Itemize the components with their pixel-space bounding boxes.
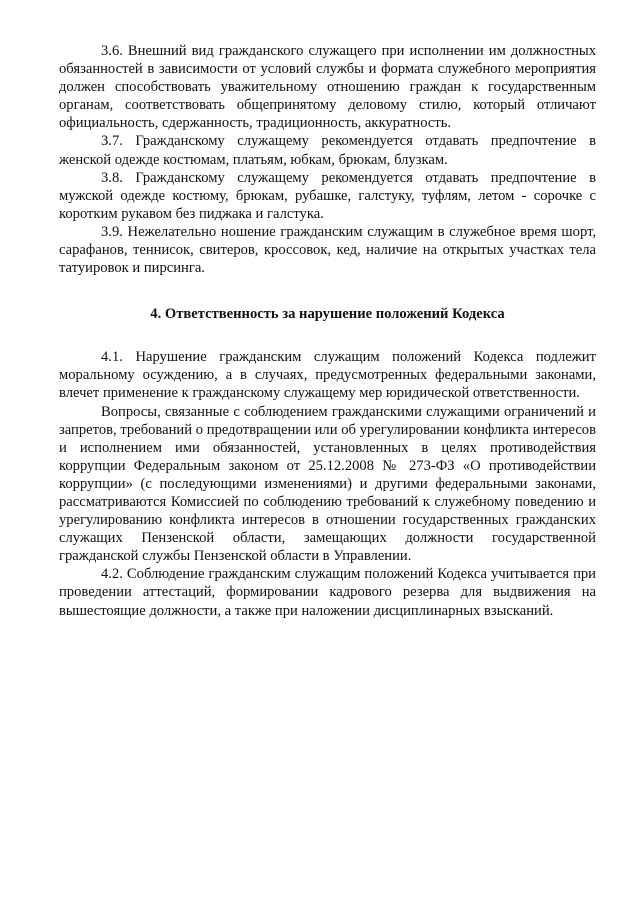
paragraph-4-1-continued: Вопросы, связанные с соблюдением гражданскими служащими ограничений и запретов, требований о предотвращении или об урегулировании конфликта интересов и исполнением ими обязанностей, установленных в целях противодействия коррупции Федеральным законом от 25.12.2008 № 273-ФЗ «О противодействии коррупции» (с последующими изменениями) и другими федеральными законами, рассматриваются Комиссией по соблюдению требований к служебному поведению и урегулированию конфликта интересов в отношении государственных гражданских служащих Пензенской области, замещающих должности государственной гражданской службы Пензенской области в Управлении. bbox=[59, 403, 596, 565]
paragraph-3-6: 3.6. Внешний вид гражданского служащего при исполнении им должностных обязанностей в зависимости от условий службы и формата служебного мероприятия должен способствовать уважительному отношению граждан к государственным органам, соответствовать общепринятому деловому стилю, который отличают официальность, сдержанность, традиционность, аккуратность. bbox=[59, 43, 596, 132]
paragraph-3-7: 3.7. Гражданскому служащему рекомендуется отдавать предпочтение в женской одежде костюмам, платьям, юбкам, брюкам, блузкам. bbox=[59, 133, 596, 168]
paragraph-3-9: 3.9. Нежелательно ношение гражданским служащим в служебное время шорт, сарафанов, теннисок, свитеров, кроссовок, кед, наличие на открытых участках тела татуировок и пирсинга. bbox=[59, 223, 596, 277]
section-4-heading: 4. Ответственность за нарушение положений Кодекса bbox=[150, 306, 505, 323]
paragraph-3-8: 3.8. Гражданскому служащему рекомендуется отдавать предпочтение в мужской одежде костюму, брюкам, рубашке, галстуку, туфлям, летом - сорочке с коротким рукавом без пиджака и галстука. bbox=[59, 169, 596, 222]
paragraph-4-2: 4.2. Соблюдение гражданским служащим положений Кодекса учитывается при проведении аттестаций, формировании кадрового резерва для выдвижения на вышестоящие должности, а также при наложении дисциплинарных взысканий. bbox=[59, 566, 596, 619]
paragraph-4-1: 4.1. Нарушение гражданским служащим положений Кодекса подлежит моральному осуждению, а в случаях, предусмотренных федеральными законами, влечет применение к гражданскому служащему мер юридической ответственности. bbox=[59, 349, 596, 402]
